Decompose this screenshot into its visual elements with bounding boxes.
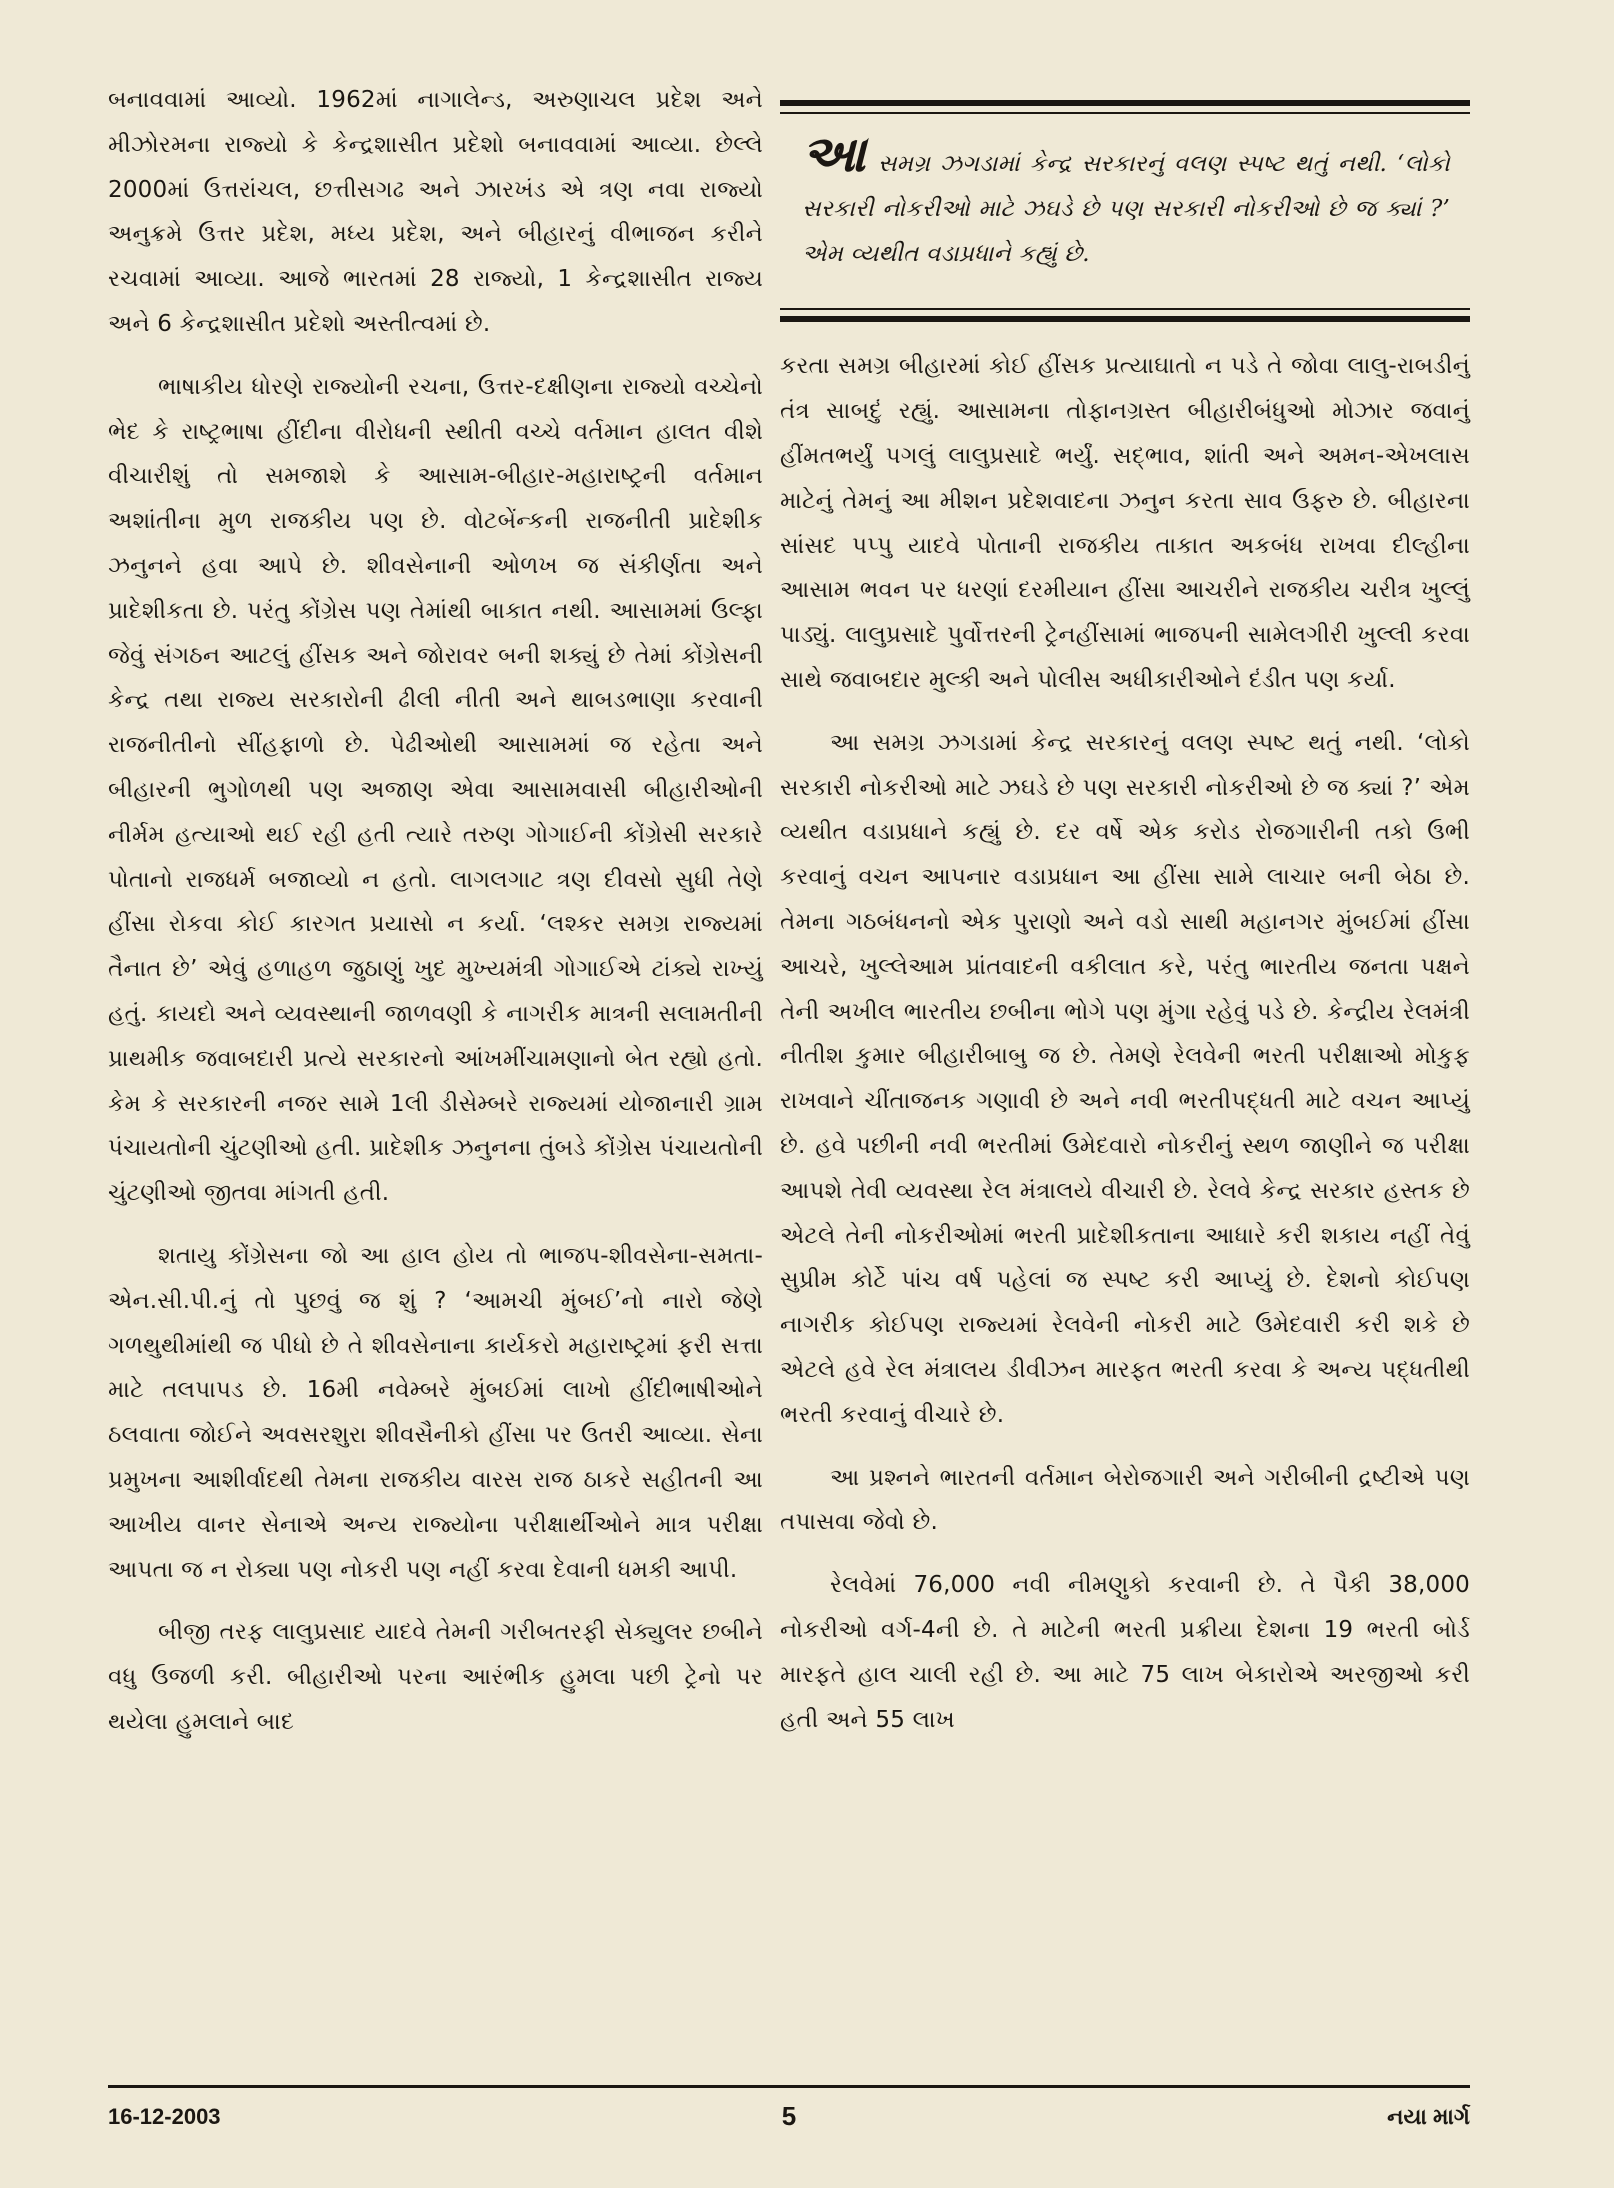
paragraph: કરતા સમગ્ર બીહારમાં કોઈ હીંસક પ્રત્યાઘાતો ન પડે તે જોવા લાલુ-રાબડીનું તંત્ર સાબદું રહ્યું. આસામના તોફાનગ્રસ્ત બીહારીબંધુઓ મોઝાર જવાનું હીંમતભર્યું પગલું લાલુપ્રસાદે ભર્યું. સદ્ભાવ, શાંતી અને અમન-એખલાસ માટેનું તેમનું આ મીશન પ્રદેશવાદના ઝનુન કરતા સાવ ઉફરુ છે. બીહારના સાંસદ પપ્પુ યાદવે પોતાની રાજકીય તાકાત અકબંધ રાખવા દીલ્હીના આસામ ભવન પર ધરણાં દરમીયાન હીંસા આચરીને રાજકીય ચરીત્ર ખુલ્લું પાડ્યું. લાલુપ્રસાદે પુર્વોત્તરની ટ્રેનહીંસામાં ભાજપની સામેલગીરી ખુલ્લી કરવા સાથે જવાબદાર મુલ્કી અને પોલીસ અધીકારીઓને દંડીત પણ કર્યા. — [780, 353, 1470, 693]
issue-date: 16-12-2003 — [108, 2104, 221, 2129]
left-column — [108, 78, 763, 1763]
page-footer — [108, 2101, 1470, 2144]
pull-quote-lead: આ — [802, 124, 866, 183]
paragraph: બીજી તરફ લાલુપ્રસાદ યાદવે તેમની ગરીબતરફી સેક્યુલર છબીને વધુ ઉજળી કરી. બીહારીઓ પરના આરંભીક હુમલા પછી ટ્રેનો પર થયેલા હુમલાને બાદ — [108, 1619, 763, 1735]
footer-rule — [108, 2085, 1470, 2088]
paragraph: આ પ્રશ્નને ભારતની વર્તમાન બેરોજગારી અને ગરીબીની દ્રષ્ટીએ પણ તપાસવા જેવો છે. — [780, 1464, 1470, 1536]
paragraph: ભાષાકીય ધોરણે રાજ્યોની રચના, ઉત્તર-દક્ષીણના રાજ્યો વચ્ચેનો ભેદ કે રાષ્ટ્રભાષા હીંદીના વીરોધની સ્થીતી વચ્ચે વર્તમાન હાલત વીશે વીચારીશું તો સમજાશે કે આસામ-બીહાર-મહારાષ્ટ્રની વર્તમાન અશાંતીના મુળ રાજકીય પણ છે. વોટબેંન્કની રાજનીતી પ્રાદેશીક ઝનુનને હવા આપે છે. શીવસેનાની ઓળખ જ સંકીર્ણતા અને પ્રાદેશીકતા છે. પરંતુ કોંગ્રેસ પણ તેમાંથી બાકાત નથી. આસામમાં ઉલ્ફા જેવું સંગઠન આટલું હીંસક અને જોરાવર બની શક્યું છે તેમાં કોંગ્રેસની કેન્દ્ર તથા રાજ્ય સરકારોની ઢીલી નીતી અને થાબડભાણા કરવાની રાજનીતીનો સીંહફાળો છે. પેઢીઓથી આસામમાં જ રહેતા અને બીહારની ભુગોળથી પણ અજાણ એવા આસામવાસી બીહારીઓની નીર્મમ હત્યાઓ થઈ રહી હતી ત્યારે તરુણ ગોગાઈની કોંગ્રેસી સરકારે પોતાનો રાજધર્મ બજાવ્યો ન હતો. લાગલગાટ ત્રણ દીવસો સુધી તેણે હીંસા રોકવા કોઈ કારગત પ્રયાસો ન કર્યા. ‘લશ્કર સમગ્ર રાજ્યમાં તૈનાત છે’ એવું હળાહળ જુઠાણું ખુદ મુખ્યમંત્રી ગોગાઈએ ટાંક્યે રાખ્યું હતું. કાયદો અને વ્યવસ્થાની જાળવણી કે નાગરીક માત્રની સલામતીની પ્રાથમીક જવાબદારી પ્રત્યે સરકારનો આંખમીંચામણાનો બેત રહ્યો હતો. કેમ કે સરકારની નજર સામે 1લી ડીસેમ્બરે રાજ્યમાં યોજાનારી ગ્રામ પંચાયતોની ચુંટણીઓ હતી. પ્રાદેશીક ઝનુનના તુંબડે કોંગ્રેસ પંચાયતોની ચુંટણીઓ જીતવા માંગતી હતી. — [108, 373, 763, 1207]
publication-title: નયા માર્ગ — [1387, 2104, 1470, 2129]
pull-quote — [780, 100, 1470, 322]
pull-quote-text: સમગ્ર ઝગડામાં કેન્દ્ર સરકારનું વલણ સ્પષ્ટ થતું નથી. ‘લોકો સરકારી નોકરીઓ માટે ઝઘડે છે પણ સરકારી નોકરીઓ છે જ ક્યાં ?’ એમ વ્યથીત વડાપ્રધાને કહ્યું છે. — [802, 151, 1450, 267]
paragraph: રેલવેમાં 76,000 નવી નીમણુકો કરવાની છે. તે પૈકી 38,000 નોકરીઓ વર્ગ-4ની છે. તે માટેની ભરતી પ્રક્રીયા દેશના 19 ભરતી બોર્ડ મારફતે હાલ ચાલી રહી છે. આ માટે 75 લાખ બેકારોએ અરજીઓ કરી હતી અને 55 લાખ — [780, 1572, 1470, 1733]
paragraph: શતાયુ કોંગ્રેસના જો આ હાલ હોય તો ભાજપ-શીવસેના-સમતા-એન.સી.પી.નું તો પુછવું જ શું ? ‘આમચી મુંબઈ’નો નારો જેણે ગળથુથીમાંથી જ પીધો છે તે શીવસેનાના કાર્યકરો મહારાષ્ટ્રમાં ફરી સત્તા માટે તલપાપડ છે. 16મી નવેમ્બરે મુંબઈમાં લાખો હીંદીભાષીઓને ઠલવાતા જોઈને અવસરશુરા શીવસૈનીકો હીંસા પર ઉતરી આવ્યા. સેના પ્રમુખના આશીર્વાદથી તેમના રાજકીય વારસ રાજ ઠાકરે સહીતની આ આખીય વાનર સેનાએ અન્ય રાજ્યોના પરીક્ષાર્થીઓને માત્ર પરીક્ષા આપતા જ ન રોક્યા પણ નોકરી પણ નહીં કરવા દેવાની ધમકી આપી. — [108, 1242, 763, 1583]
paragraph: આ સમગ્ર ઝગડામાં કેન્દ્ર સરકારનું વલણ સ્પષ્ટ થતું નથી. ‘લોકો સરકારી નોકરીઓ માટે ઝઘડે છે પણ સરકારી નોકરીઓ છે જ ક્યાં ?’ એમ વ્યથીત વડાપ્રધાને કહ્યું છે. દર વર્ષે એક કરોડ રોજગારીની તકો ઉભી કરવાનું વચન આપનાર વડાપ્રધાન આ હીંસા સામે લાચાર બની બેઠા છે. તેમના ગઠબંધનનો એક પુરાણો અને વડો સાથી મહાનગર મુંબઈમાં હીંસા આચરે, ખુલ્લેઆમ પ્રાંતવાદની વકીલાત કરે, પરંતુ ભારતીય જનતા પક્ષને તેની અખીલ ભારતીય છબીના ભોગે પણ મુંગા રહેવું પડે છે. કેન્દ્રીય રેલમંત્રી નીતીશ કુમાર બીહારીબાબુ જ છે. તેમણે રેલવેની ભરતી પરીક્ષાઓ મોકુફ રાખવાને ચીંતાજનક ગણાવી છે અને નવી ભરતીપદ્ધતી માટે વચન આપ્યું છે. હવે પછીની નવી ભરતીમાં ઉમેદવારો નોકરીનું સ્થળ જાણીને જ પરીક્ષા આપશે તેવી વ્યવસ્થા રેલ મંત્રાલયે વીચારી છે. રેલવે કેન્દ્ર સરકાર હસ્તક છે એટલે તેની નોકરીઓમાં ભરતી પ્રાદેશીકતાના આધારે કરી શકાય નહીં તેવું સુપ્રીમ કોર્ટે પાંચ વર્ષ પહેલાં જ સ્પષ્ટ કરી આપ્યું છે. દેશનો કોઈપણ નાગરીક કોઈપણ રાજ્યમાં રેલવેની નોકરી માટે ઉમેદવારી કરી શકે છે એટલે હવે રેલ મંત્રાલય ડીવીઝન મારફત ભરતી કરવા કે અન્ય પદ્ધતીથી ભરતી કરવાનું વીચારે છે. — [780, 729, 1470, 1428]
paragraph: બનાવવામાં આવ્યો. 1962માં નાગાલેન્ડ, અરુણાચલ પ્રદેશ અને મીઝોરમના રાજ્યો કે કેન્દ્રશાસીત પ્રદેશો બનાવવામાં આવ્યા. છેલ્લે 2000માં ઉત્તરાંચલ, છત્તીસગઢ અને ઝારખંડ એ ત્રણ નવા રાજ્યો અનુક્રમે ઉત્તર પ્રદેશ, મધ્ય પ્રદેશ, અને બીહારનું વીભાજન કરીને રચવામાં આવ્યા. આજે ભારતમાં 28 રાજ્યો, 1 કેન્દ્રશાસીત રાજ્ય અને 6 કેન્દ્રશાસીત પ્રદેશો અસ્તીત્વમાં છે. — [108, 87, 763, 337]
right-column — [780, 78, 1470, 1760]
pull-quote-body — [802, 124, 1450, 276]
page-number: 5 — [781, 2101, 797, 2131]
